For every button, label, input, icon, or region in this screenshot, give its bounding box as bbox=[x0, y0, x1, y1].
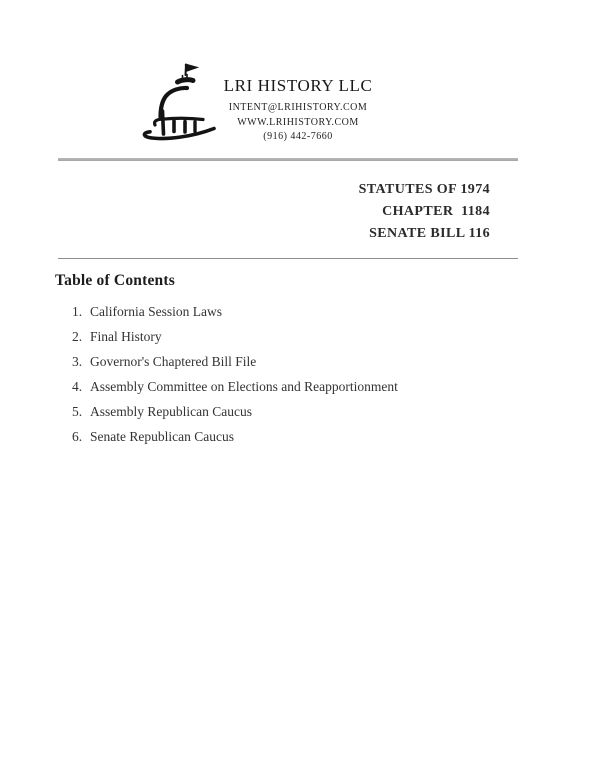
company-name: LRI HISTORY LLC bbox=[223, 76, 373, 95]
toc-item bbox=[72, 328, 398, 345]
senate-bill-line: SENATE BILL 116 bbox=[369, 226, 490, 241]
toc-item-label: Assembly Republican Caucus bbox=[90, 404, 252, 419]
capitol-dome-icon bbox=[139, 61, 219, 145]
divider-bottom bbox=[58, 258, 518, 259]
toc-item bbox=[72, 428, 398, 445]
company-phone: (916) 442-7660 bbox=[263, 131, 333, 142]
letterhead bbox=[218, 76, 378, 145]
company-email: INTENT@LRIHISTORY.COM bbox=[228, 102, 368, 113]
toc-item-label: Senate Republican Caucus bbox=[90, 429, 234, 444]
toc-item-number: 3. bbox=[72, 354, 83, 369]
toc-list bbox=[72, 303, 398, 453]
toc-item-number: 1. bbox=[72, 304, 83, 319]
toc-item-number: 5. bbox=[72, 404, 83, 419]
chapter-line: CHAPTER 1184 bbox=[382, 204, 490, 219]
toc-item bbox=[72, 353, 398, 370]
toc-item-label: Final History bbox=[90, 329, 162, 344]
toc-item-number: 4. bbox=[72, 379, 83, 394]
toc-item bbox=[72, 303, 398, 320]
toc-item-number: 2. bbox=[72, 329, 83, 344]
toc-item-label: California Session Laws bbox=[90, 304, 222, 319]
toc-title: Table of Contents bbox=[55, 272, 175, 289]
toc-item bbox=[72, 403, 398, 420]
statutes-line: STATUTES OF 1974 bbox=[358, 182, 490, 197]
divider-top bbox=[58, 158, 518, 161]
toc-item bbox=[72, 378, 398, 395]
toc-item-label: Assembly Committee on Elections and Reapportionment bbox=[90, 379, 398, 394]
toc-item-label: Governor's Chaptered Bill File bbox=[90, 354, 257, 369]
document-info bbox=[359, 179, 490, 245]
toc-item-number: 6. bbox=[72, 429, 83, 444]
company-website: WWW.LRIHISTORY.COM bbox=[237, 116, 359, 128]
